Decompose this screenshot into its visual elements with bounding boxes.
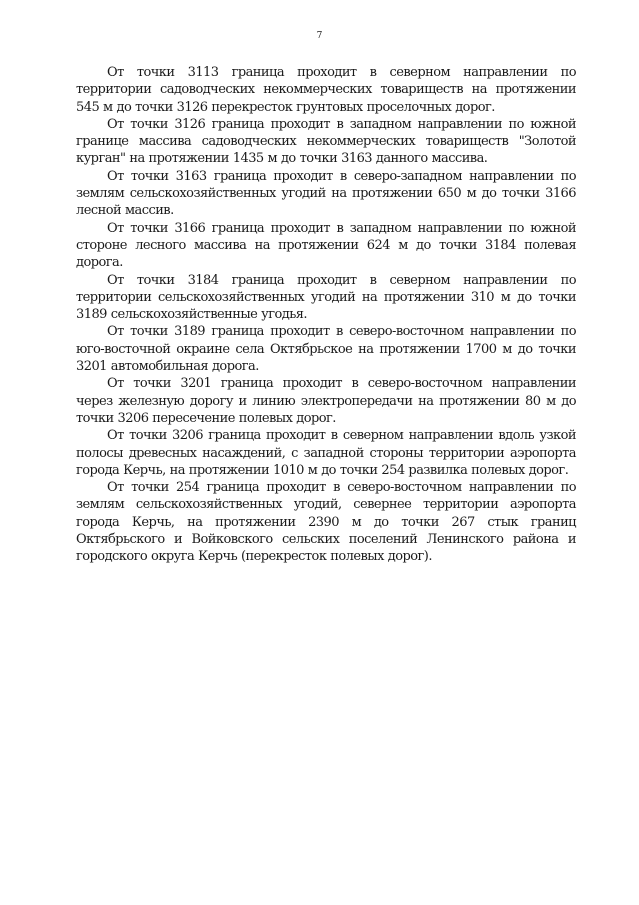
- paragraph: От точки 3163 граница проходит в северо-западном направлении по землям сельскохозяйственных угодий на протяжении 650 м до точки 3166 лесной массив.: [76, 168, 576, 219]
- paragraph: От точки 3189 граница проходит в северо-восточном направлении по юго-восточной окраине села Октябрьское на протяжении 1700 м до точки 3201 автомобильная дорога.: [76, 324, 576, 375]
- paragraph: От точки 3166 граница проходит в западном направлении по южной стороне лесного массива на протяжении 624 м до точки 3184 полевая дорога.: [76, 220, 576, 271]
- document-body: [76, 64, 576, 566]
- paragraph: От точки 3184 граница проходит в северном направлении по территории сельскохозяйственных угодий на протяжении 310 м до точки 3189 сельскохозяйственные угодья.: [76, 272, 576, 323]
- paragraph: От точки 254 граница проходит в северо-восточном направлении по землям сельскохозяйственных угодий, севернее территории аэропорта города Керчь, на протяжении 2390 м до точки 267 стык границ Октябрьского и Войковского сельских поселений Ленинского района и городского округа Керчь (перекресток полевых дорог).: [76, 480, 576, 565]
- paragraph: От точки 3206 граница проходит в северном направлении вдоль узкой полосы древесных насаждений, с западной стороны территории аэропорта города Керчь, на протяжении 1010 м до точки 254 развилка полевых дорог.: [76, 428, 576, 478]
- page-number: 7: [316, 31, 323, 41]
- paragraph: От точки 3126 граница проходит в западном направлении по южной границе массива садоводческих некоммерческих товариществ "Золотой курган" на протяжении 1435 м до точки 3163 данного массива.: [76, 116, 576, 167]
- paragraph: От точки 3201 граница проходит в северо-восточном направлении через железную дорогу и линию электропередачи на протяжении 80 м до точки 3206 пересечение полевых дорог.: [76, 376, 576, 426]
- paragraph: От точки 3113 граница проходит в северном направлении по территории садоводческих некоммерческих товариществ на протяжении 545 м до точки 3126 перекресток грунтовых проселочных дорог.: [76, 65, 576, 115]
